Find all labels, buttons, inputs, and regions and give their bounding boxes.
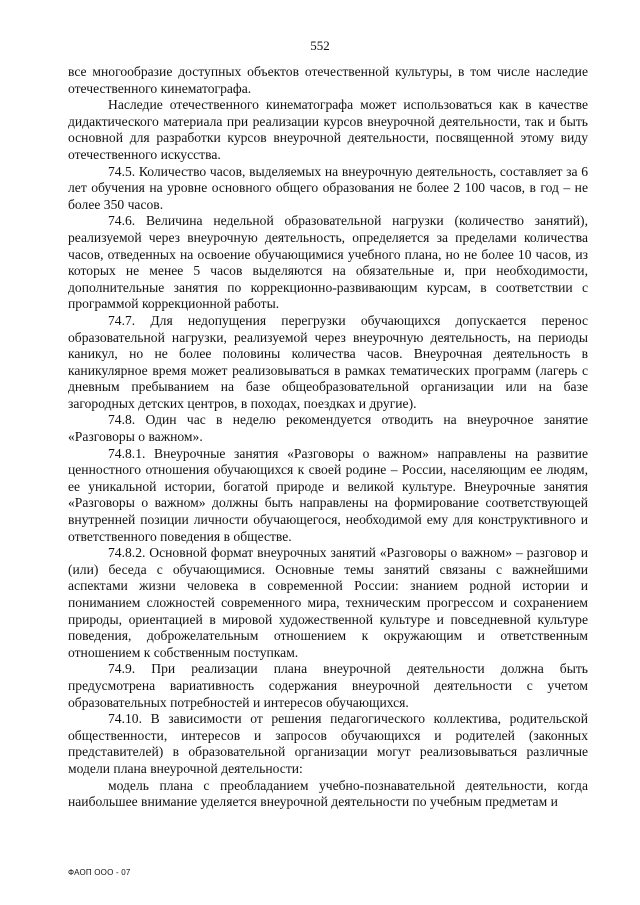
document-body: [68, 64, 588, 811]
paragraph-74-6: 74.6. Величина недельной образовательной нагрузки (количество занятий), реализуемой через внеурочную деятельность, определяется за пределами количества часов, отведенных на освоение обучающимися учебного плана, но не более 10 часов, из которых не менее 5 часов выделяются на обязательные и, при необходимости, дополнительные занятия по коррекционно-развивающим курсам, в соответствии с программой коррекционной работы.: [68, 213, 588, 312]
paragraph-74-8-2: 74.8.2. Основной формат внеурочных занятий «Разговоры о важном» – разговор и (или) беседа с обучающимися. Основные темы занятий связаны с важнейшими аспектами жизни человека в современной России: знанием родной истории и пониманием сложностей современного мира, техническим прогрессом и сохранением природы, ориентацией в мировой художественной культуре и повседневной культуре поведения, доброжелательным отношением к окружающим и ответственным отношением к собственным поступкам.: [68, 545, 588, 660]
paragraph-74-9: 74.9. При реализации плана внеурочной деятельности должна быть предусмотрена вариативность содержания внеурочной деятельности с учетом образовательных потребностей и интересов обучающихся.: [68, 661, 588, 710]
paragraph-74-5: 74.5. Количество часов, выделяемых на внеурочную деятельность, составляет за 6 лет обучения на уровне основного общего образования не более 2 100 часов, в год – не более 350 часов.: [68, 163, 588, 212]
paragraph-74-8-1: 74.8.1. Внеурочные занятия «Разговоры о важном» направлены на развитие ценностного отношения обучающихся к своей родине – России, населяющим ее людям, ее уникальной истории, богатой природе и великой культуре. Внеурочные занятия «Разговоры о важном» должны быть направлены на формирование соответствующей внутренней позиции личности обучающегося, необходимой ему для конструктивного и ответственного поведения в обществе.: [68, 445, 588, 544]
paragraph-74-10: 74.10. В зависимости от решения педагогического коллектива, родительской общественности, интересов и запросов обучающихся и родителей (законных представителей) в образовательной организации могут реализовываться различные модели плана внеурочной деятельности:: [68, 711, 588, 776]
paragraph-model-plan: модель плана с преобладанием учебно-познавательной деятельности, когда наибольшее внимание уделяется внеурочной деятельности по учебным предметам и: [68, 777, 588, 810]
page-number: 552: [310, 38, 330, 53]
paragraph-74-8: 74.8. Один час в неделю рекомендуется отводить на внеурочное занятие «Разговоры о важном».: [68, 412, 588, 445]
paragraph-cinema-heritage: Наследие отечественного кинематографа может использоваться как в качестве дидактического материала при реализации курсов внеурочной деятельности, так и быть основной для разработки курсов внеурочной деятельности, посвященной этому виду отечественного искусства.: [68, 97, 588, 162]
paragraph-continuation: все многообразие доступных объектов отечественной культуры, в том числе наследие отечественного кинематографа.: [68, 64, 588, 96]
footer-code: ФАОП ООО - 07: [68, 868, 131, 877]
paragraph-74-7: 74.7. Для недопущения перегрузки обучающихся допускается перенос образовательной нагрузки, реализуемой через внеурочную деятельность, на периоды каникул, но не более половины количества часов. Внеурочная деятельность в каникулярное время может реализовываться в рамках тематических программ (лагерь с дневным пребыванием на базе общеобразовательной организации или на базе загородных детских центров, в походах, поездках и другие).: [68, 312, 588, 411]
